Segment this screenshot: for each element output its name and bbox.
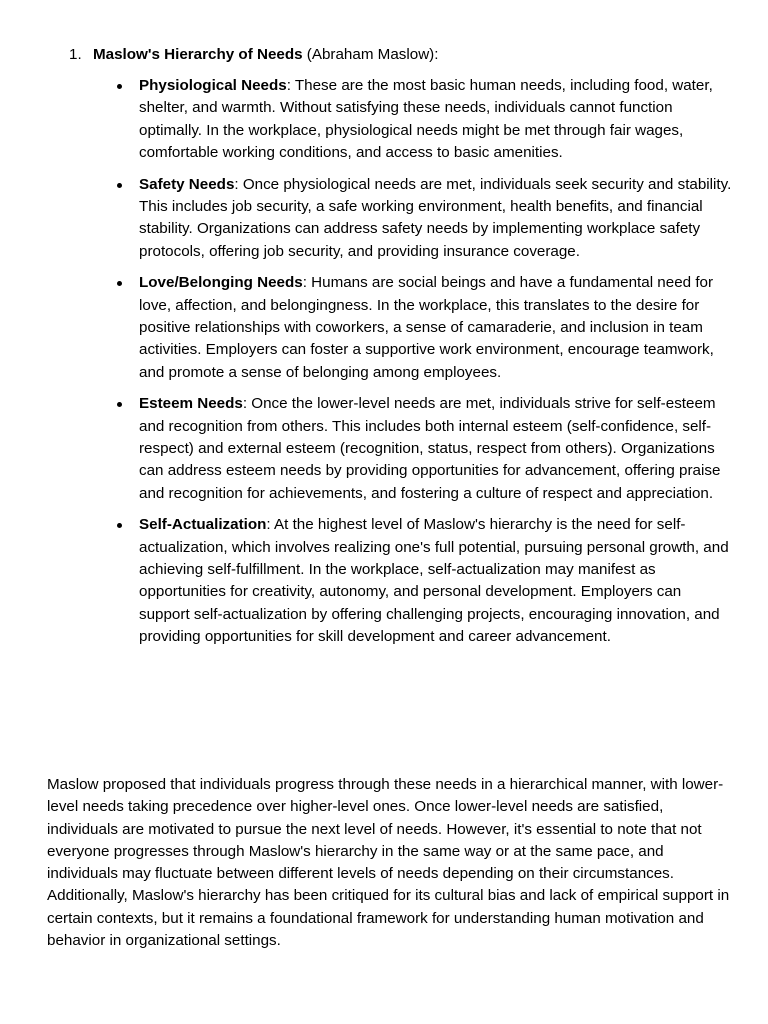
need-description: : Once physiological needs are met, individuals seek security and stability. This includes job security, a safe working environment, health benefits, and financial stability. Organizations can address safety needs by implementing workplace safety protocols, offering job security, and providing insurance coverage. bbox=[139, 175, 732, 260]
need-description: : Once the lower-level needs are met, individuals strive for self-esteem and recognition from others. This includes both internal esteem (self-confidence, self-respect) and external esteem (recognition, status, respect from others). Organizations can address esteem needs by providing opportunities for advancement, offering praise and recognition for achievements, and fostering a culture of respect and appreciation. bbox=[139, 395, 721, 502]
need-item-self-actualization bbox=[116, 514, 736, 648]
need-item-love-belonging bbox=[116, 272, 736, 383]
need-term: Esteem Needs bbox=[139, 395, 243, 413]
need-term: Physiological Needs bbox=[139, 77, 287, 94]
list-heading bbox=[69, 44, 729, 66]
need-description: : At the highest level of Maslow's hierarchy is the need for self-actualization, which involves realizing one's full potential, pursuing personal growth, and achieving self-fulfillment. In the workplace, self-actualization may manifest as opportunities for creativity, autonomy, and personal development. Employers can support self-actualization by offering challenging projects, encouraging innovation, and providing opportunities for skill development and career advancement. bbox=[139, 516, 729, 645]
bullet-icon bbox=[117, 84, 122, 89]
list-number: 1. bbox=[69, 46, 82, 63]
summary-paragraph: Maslow proposed that individuals progress through these needs in a hierarchical manner, with lower-level needs taking precedence over higher-level ones. Once lower-level needs are satisfied, individuals are motivated to pursue the next level of needs. However, it's essential to note that not everyone progresses through Maslow's hierarchy in the same way or at the same pace, and individuals may fluctuate between different levels of needs depending on their circumstances. Additionally, Maslow's hierarchy has been critiqued for its cultural bias and lack of empirical support in certain contexts, but it remains a foundational framework for understanding human motivation and behavior in organizational settings. bbox=[47, 776, 730, 950]
bullet-icon bbox=[117, 402, 122, 407]
bullet-icon bbox=[117, 281, 122, 286]
heading-subtitle: (Abraham Maslow): bbox=[302, 46, 439, 63]
bullet-icon bbox=[117, 183, 122, 188]
need-item-esteem bbox=[116, 393, 736, 504]
need-term: Safety Needs bbox=[139, 175, 235, 193]
need-item-physiological bbox=[116, 75, 736, 164]
need-description: : These are the most basic human needs, including food, water, shelter, and warmth. Without satisfying these needs, individuals cannot function optimally. In the workplace, physiological needs might be met through fair wages, comfortable working conditions, and access to basic amenities. bbox=[139, 77, 713, 161]
need-term: Love/Belonging Needs bbox=[139, 274, 303, 292]
heading-title: Maslow's Hierarchy of Needs bbox=[93, 46, 303, 63]
need-item-safety bbox=[116, 174, 736, 263]
need-term: Self-Actualization bbox=[139, 516, 267, 534]
need-description: : Humans are social beings and have a fundamental need for love, affection, and belongingness. In the workplace, this translates to the desire for positive relationships with coworkers, a sense of camaraderie, and inclusion in team activities. Employers can foster a supportive work environment, encourage teamwork, and promote a sense of belonging among employees. bbox=[139, 274, 714, 381]
needs-list bbox=[116, 75, 736, 658]
bullet-icon bbox=[117, 523, 122, 528]
